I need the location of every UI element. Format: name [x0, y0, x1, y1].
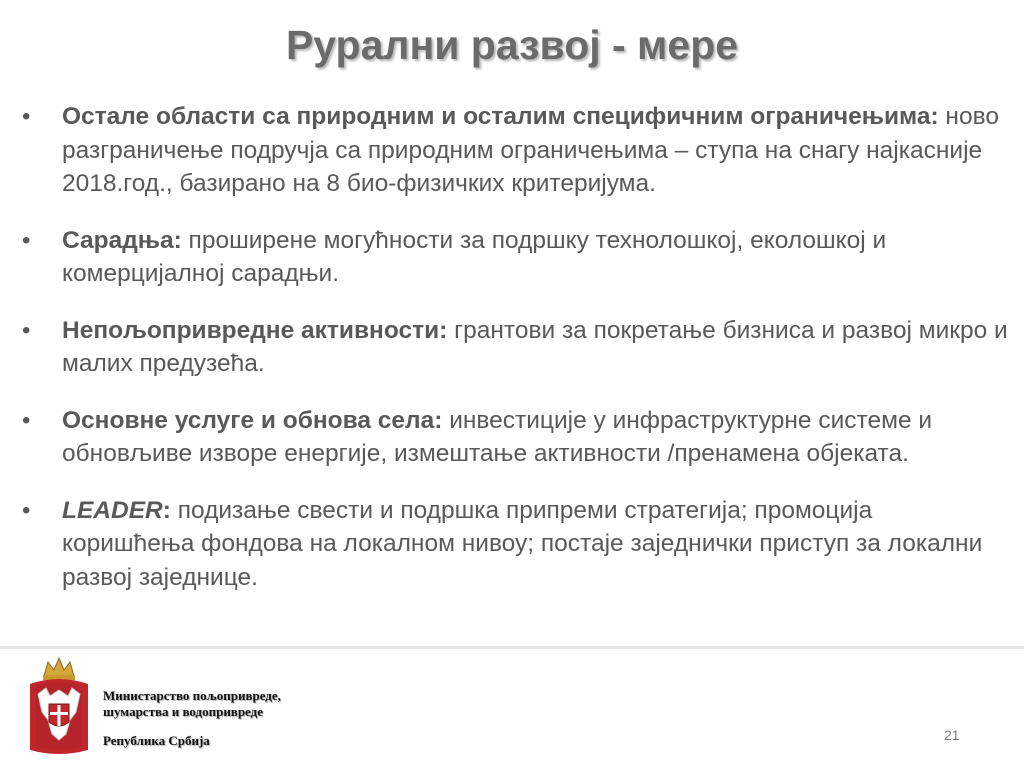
bullet-text: ново разграничење подручја са природним ограничењима – ступа на снагу најкасније 2018.год., базирано на 8 био-физичких критеријума. [62, 103, 999, 197]
bullet-text: подизање свести и подршка припреми стратегија; промоција коришћења фондова на локалном нивоу; постаје заједнички приступ за локални развој заједнице. [62, 496, 983, 591]
bullet-marker: • [22, 406, 31, 434]
footer-divider [0, 646, 1024, 649]
serbia-coat-of-arms-icon [26, 654, 92, 758]
bullet-text: инвестиције у инфраструктурне системе и обновљиве изворе енергије, измештање активности /пренамена објеката. [62, 406, 933, 467]
ministry-line-1: Министарство пољопривреде, [103, 688, 281, 703]
bullet-heading: Основне услуге и обнова села: [62, 406, 443, 434]
bullet-heading: Остале области са природним и осталим специфичним ограничењима: [62, 103, 939, 130]
bullet-marker: • [22, 316, 31, 344]
bullet-heading: LEADER [62, 496, 163, 524]
bullet-heading: Непољопривредне активности: [62, 316, 448, 344]
bullet-marker: • [22, 103, 31, 130]
bullet-item [18, 494, 1008, 595]
bullet-list [18, 100, 1008, 617]
bullet-text: проширене могућности за подршку технолошкој, еколошкој и комерцијалној сарадњи. [62, 226, 887, 287]
republic-name: Република Србија [103, 733, 210, 748]
bullet-marker: • [22, 226, 31, 254]
bullet-marker: • [22, 496, 31, 524]
bullet-text: грантови за покретање бизниса и развој микро и малих предузећа. [62, 316, 1008, 377]
bullet-heading: Сарадња: [62, 226, 182, 254]
slide-title: Рурални развој - мере [285, 22, 739, 68]
bullet-item [18, 404, 1008, 471]
bullet-item [18, 224, 1008, 291]
ministry-line-2: шумарства и водопривреде [103, 704, 264, 719]
bullet-item [18, 314, 1008, 381]
ministry-name [103, 688, 281, 720]
page-number: 21 [944, 727, 960, 743]
bullet-heading-colon: : [162, 496, 171, 524]
bullet-item [18, 100, 1008, 201]
